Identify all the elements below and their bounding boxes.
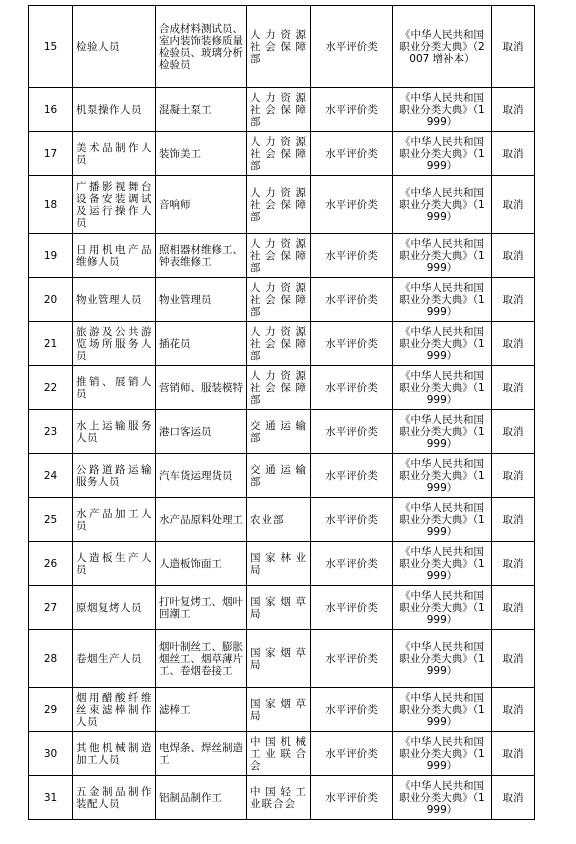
evaluation-type-cell: 水平评价类: [311, 454, 393, 498]
action-cell: 取消: [492, 498, 535, 542]
action-cell: 取消: [492, 732, 535, 776]
evaluation-type-cell: 水平评价类: [311, 88, 393, 132]
table-row: [29, 630, 535, 688]
department-cell: 人力资源社会保障部: [247, 132, 311, 176]
row-number: 22: [29, 366, 73, 410]
department-cell: 农业部: [247, 498, 311, 542]
source-cell: 《中华人民共和国职业分类大典》（1999）: [393, 586, 492, 630]
category-cell: 美术品制作人员: [73, 132, 156, 176]
evaluation-type-cell: 水平评价类: [311, 410, 393, 454]
occupation-cell: 物业管理员: [156, 278, 247, 322]
department-cell: 国家烟草局: [247, 586, 311, 630]
table-row: [29, 586, 535, 630]
table-row: [29, 498, 535, 542]
row-number: 23: [29, 410, 73, 454]
evaluation-type-cell: 水平评价类: [311, 132, 393, 176]
action-cell: 取消: [492, 454, 535, 498]
table-row: [29, 410, 535, 454]
evaluation-type-cell: 水平评价类: [311, 6, 393, 88]
action-cell: 取消: [492, 542, 535, 586]
evaluation-type-cell: 水平评价类: [311, 776, 393, 820]
table-row: [29, 234, 535, 278]
row-number: 31: [29, 776, 73, 820]
occupation-cell: 水产品原料处理工: [156, 498, 247, 542]
category-cell: 机泵操作人员: [73, 88, 156, 132]
source-cell: 《中华人民共和国职业分类大典》（1999）: [393, 176, 492, 234]
row-number: 24: [29, 454, 73, 498]
row-number: 25: [29, 498, 73, 542]
source-cell: 《中华人民共和国职业分类大典》（1999）: [393, 322, 492, 366]
occupation-cell: 铝制品制作工: [156, 776, 247, 820]
source-cell: 《中华人民共和国职业分类大典》（1999）: [393, 630, 492, 688]
category-cell: 推销、展销人员: [73, 366, 156, 410]
action-cell: 取消: [492, 410, 535, 454]
department-cell: 交通运输部: [247, 410, 311, 454]
action-cell: 取消: [492, 278, 535, 322]
occupation-cell: 滤棒工: [156, 688, 247, 732]
source-cell: 《中华人民共和国职业分类大典》（1999）: [393, 88, 492, 132]
action-cell: 取消: [492, 586, 535, 630]
category-cell: 旅游及公共游览场所服务人员: [73, 322, 156, 366]
table-body: [29, 6, 535, 820]
department-cell: 国家烟草局: [247, 630, 311, 688]
action-cell: 取消: [492, 366, 535, 410]
evaluation-type-cell: 水平评价类: [311, 234, 393, 278]
row-number: 18: [29, 176, 73, 234]
occupation-cell: 营销师、服装模特: [156, 366, 247, 410]
evaluation-type-cell: 水平评价类: [311, 278, 393, 322]
source-cell: 《中华人民共和国职业分类大典》（1999）: [393, 688, 492, 732]
action-cell: 取消: [492, 6, 535, 88]
table-row: [29, 176, 535, 234]
row-number: 21: [29, 322, 73, 366]
table-row: [29, 454, 535, 498]
evaluation-type-cell: 水平评价类: [311, 586, 393, 630]
source-cell: 《中华人民共和国职业分类大典》（2007 增补本）: [393, 6, 492, 88]
occupation-cell: 打叶复烤工、烟叶回潮工: [156, 586, 247, 630]
evaluation-type-cell: 水平评价类: [311, 688, 393, 732]
occupation-cell: 港口客运员: [156, 410, 247, 454]
source-cell: 《中华人民共和国职业分类大典》（1999）: [393, 234, 492, 278]
evaluation-type-cell: 水平评价类: [311, 176, 393, 234]
category-cell: 五金制品制作装配人员: [73, 776, 156, 820]
occupation-cell: 合成材料测试员、室内装饰装修质量检验员、玻璃分析检验员: [156, 6, 247, 88]
category-cell: 物业管理人员: [73, 278, 156, 322]
occupation-cell: 照相器材维修工、钟表维修工: [156, 234, 247, 278]
category-cell: 日用机电产品维修人员: [73, 234, 156, 278]
source-cell: 《中华人民共和国职业分类大典》（1999）: [393, 410, 492, 454]
occupation-cell: 音响师: [156, 176, 247, 234]
evaluation-type-cell: 水平评价类: [311, 498, 393, 542]
department-cell: 人力资源社会保障部: [247, 176, 311, 234]
row-number: 26: [29, 542, 73, 586]
category-cell: 水产品加工人员: [73, 498, 156, 542]
category-cell: 人造板生产人员: [73, 542, 156, 586]
department-cell: 人力资源社会保障部: [247, 234, 311, 278]
row-number: 17: [29, 132, 73, 176]
department-cell: 国家烟草局: [247, 688, 311, 732]
occupation-cell: 插花员: [156, 322, 247, 366]
row-number: 30: [29, 732, 73, 776]
evaluation-type-cell: 水平评价类: [311, 630, 393, 688]
category-cell: 其他机械制造加工人员: [73, 732, 156, 776]
table-row: [29, 132, 535, 176]
row-number: 20: [29, 278, 73, 322]
row-number: 19: [29, 234, 73, 278]
occupation-table: [28, 5, 535, 820]
action-cell: 取消: [492, 776, 535, 820]
table-row: [29, 688, 535, 732]
source-cell: 《中华人民共和国职业分类大典》（1999）: [393, 498, 492, 542]
action-cell: 取消: [492, 88, 535, 132]
table-row: [29, 88, 535, 132]
occupation-cell: 烟叶制丝工、膨胀烟丝工、烟草薄片工、卷烟卷接工: [156, 630, 247, 688]
table-row: [29, 6, 535, 88]
department-cell: 人力资源社会保障部: [247, 6, 311, 88]
action-cell: 取消: [492, 630, 535, 688]
department-cell: 人力资源社会保障部: [247, 88, 311, 132]
action-cell: 取消: [492, 234, 535, 278]
row-number: 28: [29, 630, 73, 688]
table-row: [29, 278, 535, 322]
occupation-cell: 混凝土泵工: [156, 88, 247, 132]
source-cell: 《中华人民共和国职业分类大典》（1999）: [393, 542, 492, 586]
row-number: 27: [29, 586, 73, 630]
category-cell: 广播影视舞台设备安装调试及运行操作人员: [73, 176, 156, 234]
category-cell: 检验人员: [73, 6, 156, 88]
department-cell: 中国机械工业联合会: [247, 732, 311, 776]
evaluation-type-cell: 水平评价类: [311, 732, 393, 776]
table-row: [29, 366, 535, 410]
action-cell: 取消: [492, 132, 535, 176]
department-cell: 中国轻工业联合会: [247, 776, 311, 820]
occupation-cell: 汽车货运理货员: [156, 454, 247, 498]
occupation-cell: 人造板饰面工: [156, 542, 247, 586]
department-cell: 国家林业局: [247, 542, 311, 586]
row-number: 15: [29, 6, 73, 88]
category-cell: 卷烟生产人员: [73, 630, 156, 688]
department-cell: 交通运输部: [247, 454, 311, 498]
occupation-cell: 电焊条、焊丝制造工: [156, 732, 247, 776]
category-cell: 水上运输服务人员: [73, 410, 156, 454]
category-cell: 原烟复烤人员: [73, 586, 156, 630]
source-cell: 《中华人民共和国职业分类大典》（1999）: [393, 776, 492, 820]
action-cell: 取消: [492, 176, 535, 234]
department-cell: 人力资源社会保障部: [247, 278, 311, 322]
table-row: [29, 776, 535, 820]
department-cell: 人力资源社会保障部: [247, 366, 311, 410]
department-cell: 人力资源社会保障部: [247, 322, 311, 366]
source-cell: 《中华人民共和国职业分类大典》（1999）: [393, 366, 492, 410]
source-cell: 《中华人民共和国职业分类大典》（1999）: [393, 732, 492, 776]
evaluation-type-cell: 水平评价类: [311, 322, 393, 366]
row-number: 29: [29, 688, 73, 732]
action-cell: 取消: [492, 688, 535, 732]
row-number: 16: [29, 88, 73, 132]
action-cell: 取消: [492, 322, 535, 366]
table-row: [29, 542, 535, 586]
table-row: [29, 732, 535, 776]
source-cell: 《中华人民共和国职业分类大典》（1999）: [393, 278, 492, 322]
source-cell: 《中华人民共和国职业分类大典》（1999）: [393, 132, 492, 176]
occupation-cell: 装饰美工: [156, 132, 247, 176]
evaluation-type-cell: 水平评价类: [311, 366, 393, 410]
category-cell: 烟用醋酸纤维丝束滤棒制作人员: [73, 688, 156, 732]
table-row: [29, 322, 535, 366]
source-cell: 《中华人民共和国职业分类大典》（1999）: [393, 454, 492, 498]
category-cell: 公路道路运输服务人员: [73, 454, 156, 498]
evaluation-type-cell: 水平评价类: [311, 542, 393, 586]
